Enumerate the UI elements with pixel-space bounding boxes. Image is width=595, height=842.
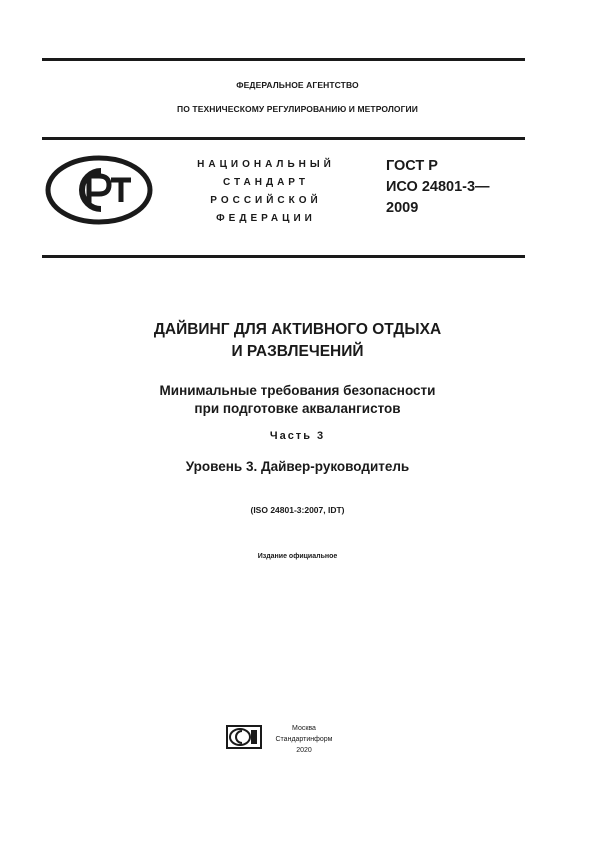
header-rule: [42, 137, 525, 140]
document-subtitle-line-2: при подготовке аквалангистов: [194, 401, 401, 416]
iso-reference: (ISO 24801-3:2007, IDT): [250, 505, 345, 515]
standartinform-logo-icon: [226, 725, 262, 749]
document-subtitle-line-1: Минимальные требования безопасности: [159, 383, 436, 398]
publisher-city: Москва: [292, 725, 316, 732]
standard-label-line-1: НАЦИОНАЛЬНЫЙ: [197, 159, 335, 170]
publication-year: 2020: [296, 747, 312, 754]
title-rule: [42, 255, 525, 258]
standard-designation: [386, 156, 490, 219]
rst-certification-mark-icon: [45, 154, 153, 226]
publisher-info: [266, 723, 342, 756]
part-label: Часть 3: [269, 430, 326, 442]
designation-line-2: ИСО 24801-3—: [386, 179, 490, 195]
designation-line-1: ГОСТ Р: [386, 158, 438, 174]
document-title-line-2: И РАЗВЛЕЧЕНИЙ: [231, 343, 364, 360]
publisher-name: Стандартинформ: [275, 736, 333, 743]
agency-name-line-1: ФЕДЕРАЛЬНОЕ АГЕНТСТВО: [236, 80, 359, 90]
designation-line-3: 2009: [386, 200, 419, 216]
agency-name-line-2: ПО ТЕХНИЧЕСКОМУ РЕГУЛИРОВАНИЮ И МЕТРОЛОГИИ: [177, 104, 418, 114]
edition-label: Издание официальное: [257, 553, 338, 560]
standard-label-line-3: РОССИЙСКОЙ: [210, 195, 322, 206]
level-title: Уровень 3. Дайвер-руководитель: [185, 459, 410, 474]
document-title-line-1: ДАЙВИНГ ДЛЯ АКТИВНОГО ОТДЫХА: [153, 321, 442, 338]
top-rule: [42, 58, 525, 61]
standard-label-line-4: ФЕДЕРАЦИИ: [216, 213, 316, 224]
standard-label-line-2: СТАНДАРТ: [223, 177, 309, 188]
national-standard-label: [168, 156, 364, 228]
